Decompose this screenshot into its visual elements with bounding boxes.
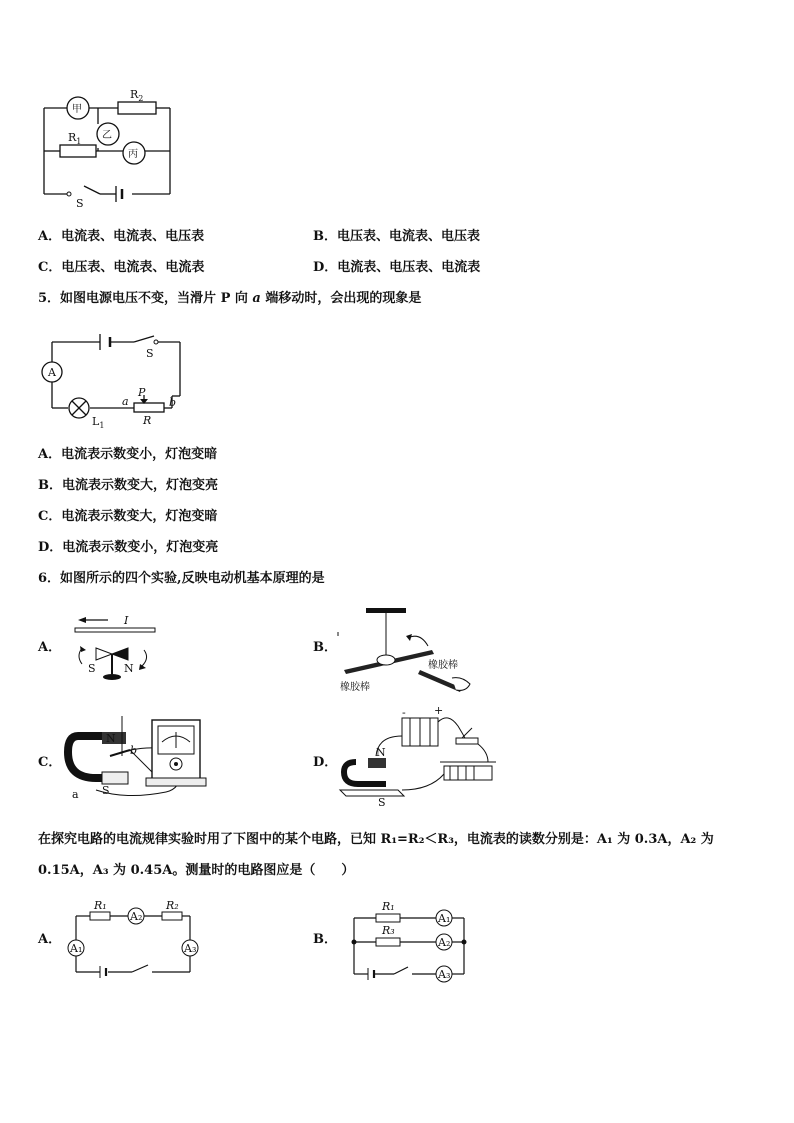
q4-circuit-diagram xyxy=(38,90,178,210)
q6-fig-d-motor xyxy=(338,704,498,809)
battery-minus-label: - xyxy=(402,706,406,719)
q5-option-d[interactable]: D．电流表示数变小，灯泡变亮 xyxy=(38,540,219,555)
q5-option-a[interactable]: A．电流表示数变小，灯泡变暗 xyxy=(38,447,218,462)
r1-label: R₁ xyxy=(94,899,107,912)
q6-option-a-key[interactable]: A． xyxy=(38,640,62,655)
pole-n-label: N xyxy=(106,732,116,745)
r3-label: R₃ xyxy=(382,924,395,937)
q6-option-b-key[interactable]: B． xyxy=(313,640,337,655)
r1-label: R xyxy=(68,131,77,144)
q5-option-b[interactable]: B．电流表示数变大，灯泡变亮 xyxy=(38,478,219,493)
pole-s-label: S xyxy=(378,796,386,809)
end-a-label: a xyxy=(122,395,129,408)
r1-label: R₁ xyxy=(382,900,395,913)
pole-n-label: N xyxy=(124,662,134,675)
ammeter-a3-label: A₃ xyxy=(438,968,451,981)
pole-s-label: S xyxy=(88,662,96,675)
battery-plus-label: + xyxy=(434,704,444,717)
meter-bing: 丙 xyxy=(128,149,138,160)
ammeter-a3-label: A₃ xyxy=(184,942,197,955)
wire-b-label: b xyxy=(130,744,138,757)
end-b-label: b xyxy=(169,396,177,409)
q7-option-a-key[interactable]: A． xyxy=(38,932,62,947)
q7-stem-line2: 0.15A，A₃ 为 0.45A。测量时的电路图应是（ ） xyxy=(38,863,355,878)
r2-label: R xyxy=(130,88,139,101)
ammeter-a2-label: A₂ xyxy=(438,936,451,949)
pole-s-label: S xyxy=(102,784,110,797)
q6-fig-b-charged-rods xyxy=(336,606,476,696)
q6-fig-c-induction xyxy=(66,712,216,802)
ammeter-label: A xyxy=(48,366,56,379)
q6-stem: 6．如图所示的四个实验,反映电动机基本原理的是 xyxy=(38,571,325,586)
meter-yi: 乙 xyxy=(102,130,112,141)
slider-p-label: P xyxy=(138,386,146,399)
rod-right-label: 橡胶棒 xyxy=(428,660,458,671)
q4-option-b[interactable]: B．电压表、电流表、电压表 xyxy=(313,229,481,244)
svg-text:R2 xyxy=(130,88,143,103)
q4-option-a[interactable]: A．电流表、电流表、电压表 xyxy=(38,229,205,244)
svg-text:L1 xyxy=(92,415,104,430)
ammeter-a1-label: A₁ xyxy=(438,912,451,925)
ammeter-a1-label: A₁ xyxy=(70,942,83,955)
meter-jia: 甲 xyxy=(72,104,82,115)
ammeter-a2-label: A₂ xyxy=(130,910,143,923)
q7-stem-line1: 在探究电路的电流规律实验时用了下图中的某个电路，已知 R₁=R₂＜R₃，电流表的读数分别是：A₁ 为 0.3A，A₂ 为 xyxy=(38,832,714,847)
q4-option-d[interactable]: D．电流表、电压表、电流表 xyxy=(313,260,481,275)
switch-label: S xyxy=(76,197,84,210)
lamp-label: L xyxy=(92,415,100,428)
r1-sub: 1 xyxy=(76,137,82,146)
q7-option-b-key[interactable]: B． xyxy=(313,932,337,947)
q4-option-c[interactable]: C．电压表、电流表、电流表 xyxy=(38,260,205,275)
wire-a-label: a xyxy=(72,788,79,801)
r2-label: R₂ xyxy=(166,899,179,912)
rheostat-r-label: R xyxy=(143,414,152,427)
rod-left-label: 橡胶棒 xyxy=(340,682,370,693)
q7-fig-b-parallel-circuit xyxy=(344,896,474,986)
q6-option-d-key[interactable]: D． xyxy=(313,755,338,770)
q5-option-c[interactable]: C．电流表示数变大，灯泡变暗 xyxy=(38,509,218,524)
svg-text:R1 xyxy=(68,131,81,146)
q6-fig-a-oersted xyxy=(72,608,172,688)
r2-sub: 2 xyxy=(138,94,144,103)
q7-fig-a-series-circuit xyxy=(66,900,206,980)
current-i-label: I xyxy=(124,614,129,627)
q6-option-c-key[interactable]: C． xyxy=(38,755,62,770)
q5-stem: 5．如图电源电压不变，当滑片 P 向 a 端移动时，会出现的现象是 xyxy=(38,291,422,306)
q5-circuit-diagram xyxy=(38,330,188,430)
pole-n-label: N xyxy=(376,746,386,759)
switch-label: S xyxy=(146,347,154,360)
lamp-sub: 1 xyxy=(99,421,105,430)
